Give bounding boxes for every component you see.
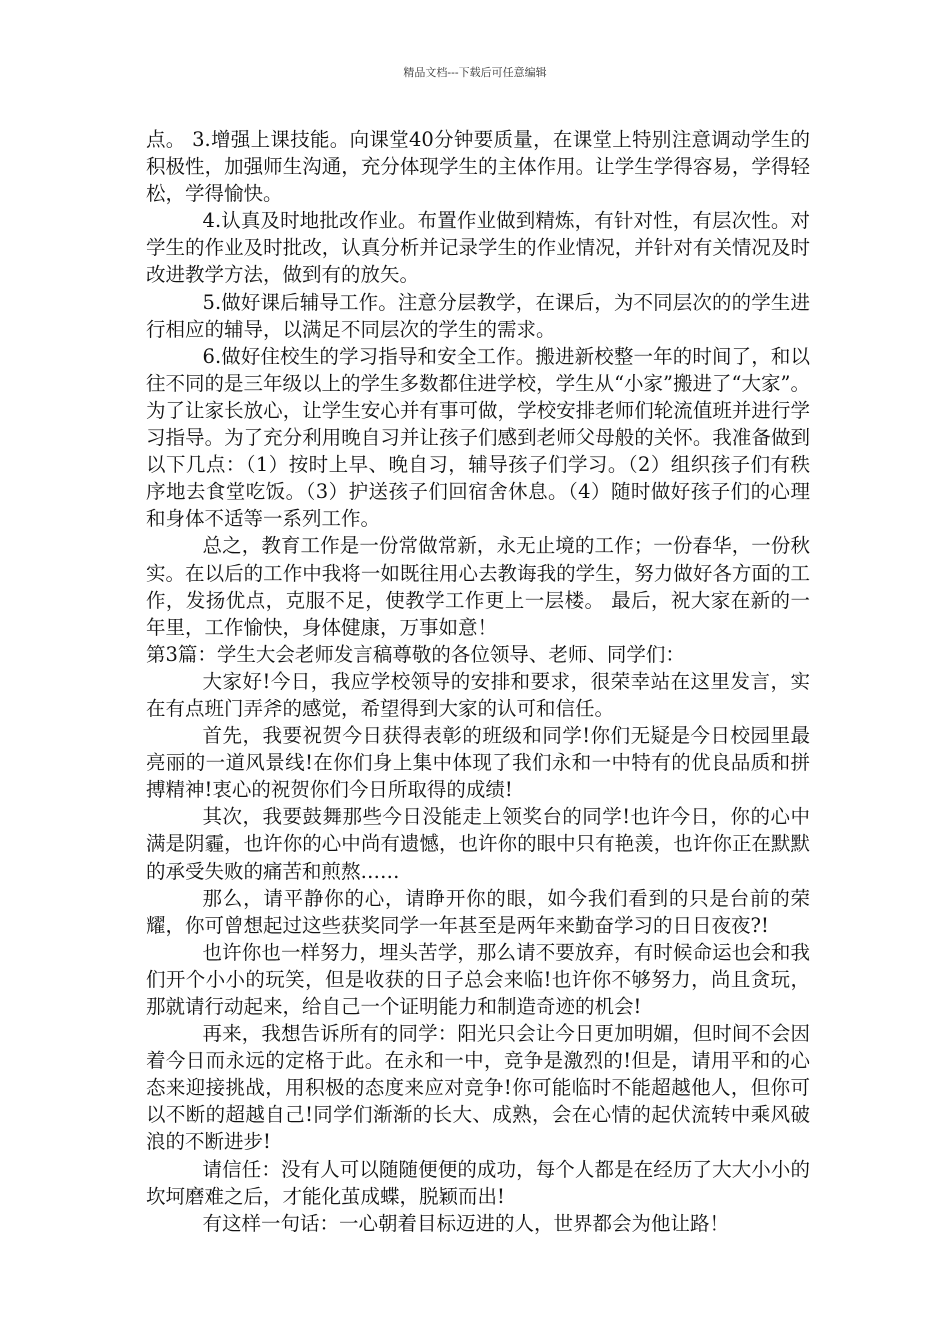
paragraph: 首先，我要祝贺今日获得表彰的班级和同学!你们无疑是今日校园里最亮丽的一道风景线!在你们身上集中体现了我们永和一中特有的优良品质和拼搏精神!衷心的祝贺你们今日所取得的成绩! [146, 724, 810, 802]
paragraph: 有这样一句话：一心朝着目标迈进的人，世界都会为他让路！ [202, 1211, 730, 1235]
paragraph: 其次，我要鼓舞那些今日没能走上领奖台的同学!也许今日，你的心中满是阴霾，也许你的心中尚有遗憾，也许你的眼中只有艳羡，也许你正在默默的承受失败的痛苦和煎熬…… [146, 805, 810, 883]
paragraph: 再来，我想告诉所有的同学：阳光只会让今日更加明媚，但时间不会因着今日而永远的定格于此。在永和一中，竞争是激烈的!但是，请用平和的心态来迎接挑战，用积极的态度来应对竞争!你可能临时不能超越他人，但你可以不断的超越自己!同学们渐渐的长大、成熟，会在心情的起伏流转中乘风破浪的不断进步! [146, 1022, 810, 1154]
paragraph: 4.认真及时地批改作业。布置作业做到精炼，有针对性，有层次性。对学生的作业及时批改，认真分析并记录学生的作业情况，并针对有关情况及时改进教学方法，做到有的放矢。 [146, 209, 810, 287]
paragraph: 5.做好课后辅导工作。注意分层教学，在课后，为不同层次的的学生进行相应的辅导，以满足不同层次的学生的需求。 [146, 290, 810, 341]
paragraph: 也许你也一样努力，埋头苦学，那么请不要放弃，有时候命运也会和我们开个小小的玩笑，但是收获的日子总会来临!也许你不够努力，尚且贪玩，那就请行动起来，给自己一个证明能力和制造奇迹的机会! [146, 940, 810, 1018]
paragraph: 点。 3.增强上课技能。向课堂40分钟要质量，在课堂上特别注意调动学生的积极性，加强师生沟通，充分体现学生的主体作用。让学生学得容易，学得轻松，学得愉快。 [146, 128, 810, 206]
document-body [146, 126, 810, 1237]
paragraph: 总之，教育工作是一份常做常新，永无止境的工作；一份春华，一份秋实。在以后的工作中我将一如既往用心去教诲我的学生，努力做好各方面的工作，发扬优点，克服不足，使教学工作更上一层楼。 最后，祝大家在新的一年里，工作愉快，身体健康，万事如意！ [146, 534, 810, 639]
paragraph: 那么，请平静你的心，请睁开你的眼，如今我们看到的只是台前的荣耀，你可曾想起过这些获奖同学一年甚至是两年来勤奋学习的日日夜夜?! [146, 886, 810, 937]
page-header: 精品文档---下载后可任意编辑 [403, 66, 547, 79]
paragraph: 6.做好住校生的学习指导和安全工作。搬进新校整一年的时间了，和以往不同的是三年级以上的学生多数都住进学校，学生从“小家”搬进了“大家”。为了让家长放心，让学生安心并有事可做，学校安排老师们轮流值班并进行学习指导。为了充分利用晚自习并让孩子们感到老师父母般的关怀。我准备做到以下几点：（1）按时上早、晚自习，辅导孩子们学习。（2）组织孩子们有秩序地去食堂吃饭。（3）护送孩子们回宿舍休息。（4）随时做好孩子们的心理和身体不适等一系列工作。 [146, 344, 810, 531]
section-heading: 第3篇：学生大会老师发言稿尊敬的各位领导、老师、同学们： [146, 642, 685, 666]
paragraph: 大家好!今日，我应学校领导的安排和要求，很荣幸站在这里发言，实在有点班门弄斧的感觉，希望得到大家的认可和信任。 [146, 669, 810, 720]
paragraph: 请信任：没有人可以随随便便的成功，每个人都是在经历了大大小小的坎坷磨难之后，才能化茧成蝶，脱颖而出! [146, 1157, 810, 1208]
